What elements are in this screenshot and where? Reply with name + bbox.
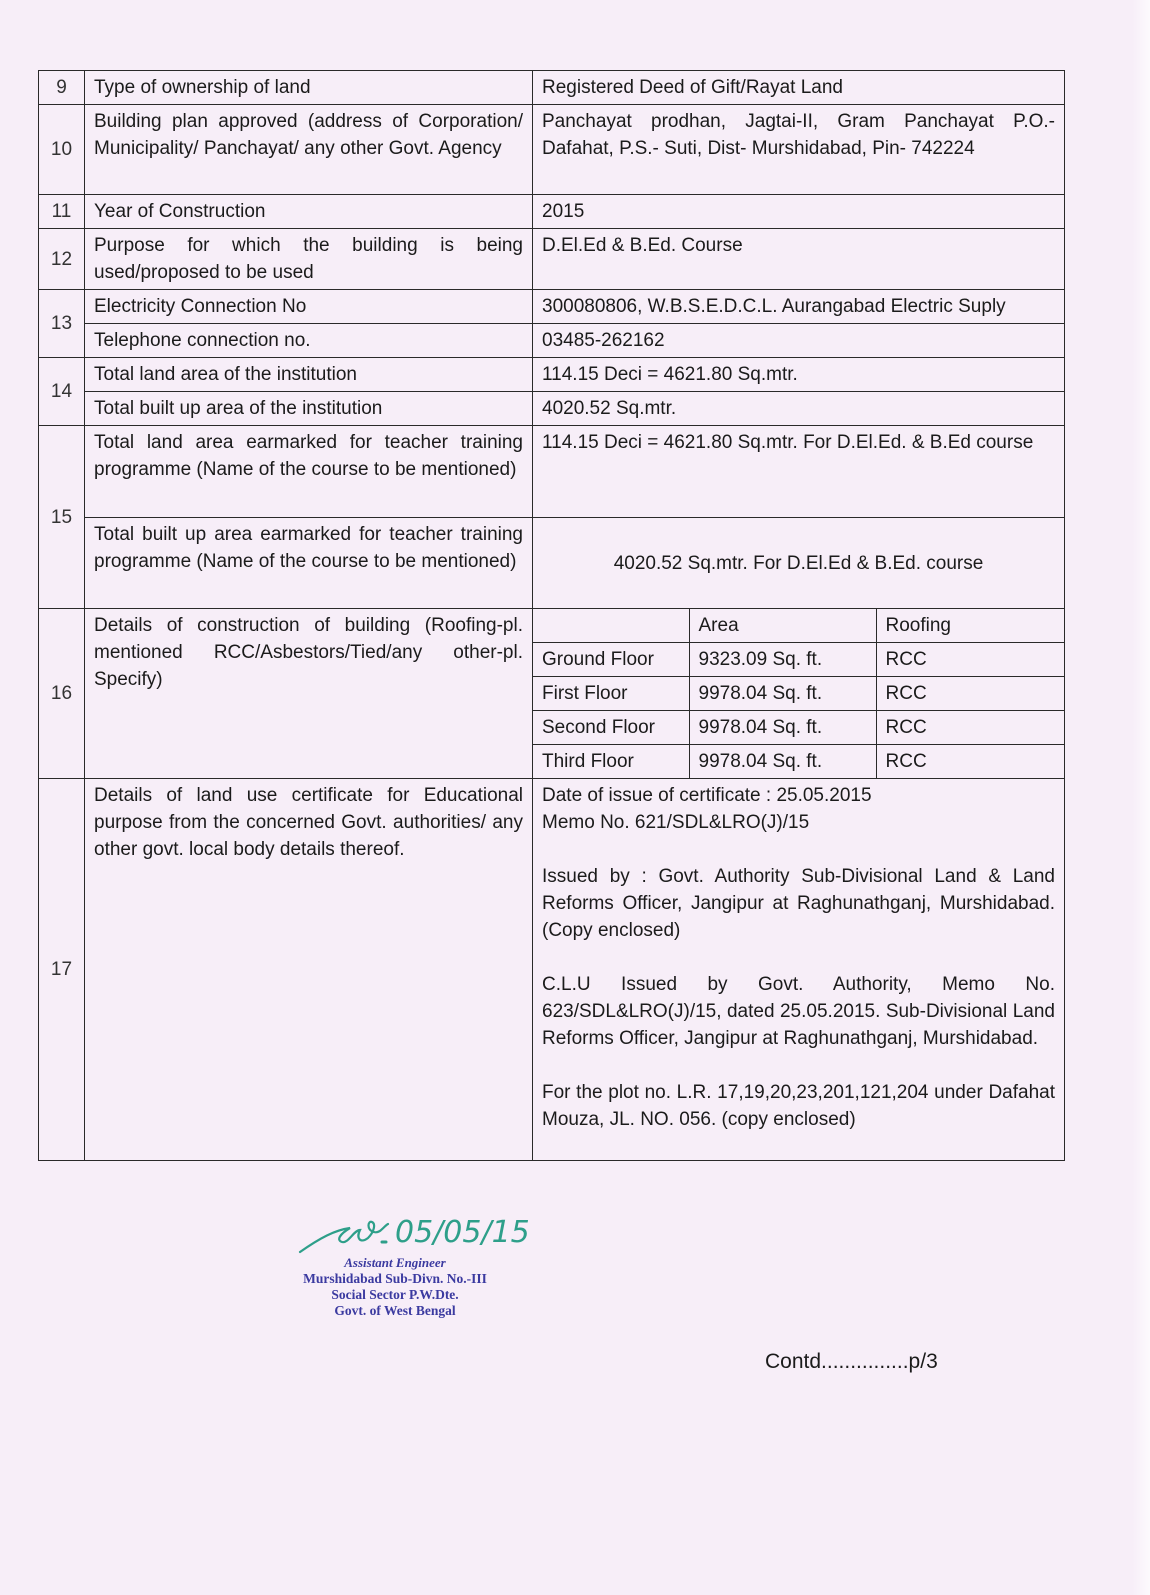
table-row [39, 105, 1065, 195]
table-row [39, 518, 1065, 609]
details-table [38, 70, 1065, 1161]
page-edge-shade [1132, 0, 1150, 1595]
row-label: Details of land use certificate for Educational purpose from the concerned Govt. authorities/ any other govt. local body details thereof. [85, 779, 533, 1161]
certificate-issuer: Issued by : Govt. Authority Sub-Divisional Land & Land Reforms Officer, Jangipur at Raghunathganj, Murshidabad. (Copy enclosed) [542, 866, 1055, 941]
floors-header-row [533, 609, 1065, 643]
row-label: Electricity Connection No [85, 290, 533, 324]
serial-number: 15 [39, 426, 85, 609]
floor-name: Ground Floor [533, 643, 689, 677]
serial-number: 17 [39, 779, 85, 1161]
row-label: Details of construction of building (Roofing-pl. mentioned RCC/Asbestors/Tied/any other-pl. Specify) [85, 609, 533, 779]
serial-number: 10 [39, 105, 85, 195]
certificate-memo: Memo No. 621/SDL&LRO(J)/15 [542, 812, 810, 833]
floor-name: First Floor [533, 677, 689, 711]
floor-roofing: RCC [876, 677, 1065, 711]
table-row [39, 71, 1065, 105]
plot-details: For the plot no. L.R. 17,19,20,23,201,121,204 under Dafahat Mouza, JL. NO. 056. (copy enclosed) [542, 1082, 1055, 1130]
row-value: Panchayat prodhan, Jagtai-II, Gram Panchayat P.O.- Dafahat, P.S.- Suti, Dist- Murshidabad, Pin- 742224 [533, 105, 1065, 195]
floor-roofing: RCC [876, 745, 1065, 779]
stamp-line: Murshidabad Sub-Divn. No.-III [303, 1271, 487, 1286]
row-value: 114.15 Deci = 4621.80 Sq.mtr. For D.El.Ed. & B.Ed course [533, 426, 1065, 518]
floor-roofing: RCC [876, 711, 1065, 745]
table-row [39, 229, 1065, 290]
row-label: Purpose for which the building is being used/proposed to be used [85, 229, 533, 290]
serial-number: 12 [39, 229, 85, 290]
continued-note: Contd...............p/3 [765, 1350, 938, 1373]
certificate-date: Date of issue of certificate : 25.05.2015 [542, 785, 872, 806]
table-row [39, 195, 1065, 229]
row-label: Building plan approved (address of Corporation/ Municipality/ Panchayat/ any other Govt. Agency [85, 105, 533, 195]
floors-table [533, 609, 1065, 778]
floor-row [533, 677, 1065, 711]
clu-details: C.L.U Issued by Govt. Authority, Memo No. 623/SDL&LRO(J)/15, dated 25.05.2015. Sub-Divisional Land Reforms Officer, Jangipur at Raghunathganj, Murshidabad. [542, 974, 1055, 1049]
row-label: Total land area of the institution [85, 358, 533, 392]
row-value: 2015 [533, 195, 1065, 229]
floors-cell [533, 609, 1065, 779]
row-value: D.El.Ed & B.Ed. Course [533, 229, 1065, 290]
floor-row [533, 643, 1065, 677]
floors-header: Roofing [876, 609, 1065, 643]
row-value: 4020.52 Sq.mtr. For D.El.Ed & B.Ed. course [533, 518, 1065, 609]
row-label: Total land area earmarked for teacher training programme (Name of the course to be mentioned) [85, 426, 533, 518]
stamp-line: Social Sector P.W.Dte. [331, 1287, 459, 1302]
floor-name: Second Floor [533, 711, 689, 745]
table-row [39, 358, 1065, 392]
floor-name: Third Floor [533, 745, 689, 779]
official-stamp [265, 1255, 525, 1319]
table-row [39, 609, 1065, 779]
stamp-line: Govt. of West Bengal [334, 1303, 456, 1318]
floor-row [533, 711, 1065, 745]
floors-header [533, 609, 689, 643]
row-label: Type of ownership of land [85, 71, 533, 105]
row-label: Telephone connection no. [85, 324, 533, 358]
serial-number: 14 [39, 358, 85, 426]
row-value: 03485-262162 [533, 324, 1065, 358]
row-label: Total built up area earmarked for teacher training programme (Name of the course to be mentioned) [85, 518, 533, 609]
floor-area: 9978.04 Sq. ft. [689, 677, 876, 711]
serial-number: 13 [39, 290, 85, 358]
row-value: 4020.52 Sq.mtr. [533, 392, 1065, 426]
table-row [39, 779, 1065, 1161]
serial-number: 16 [39, 609, 85, 779]
row-value: 114.15 Deci = 4621.80 Sq.mtr. [533, 358, 1065, 392]
floor-area: 9978.04 Sq. ft. [689, 745, 876, 779]
floor-row [533, 745, 1065, 779]
table-row [39, 392, 1065, 426]
certificate-issue-block [542, 782, 1055, 836]
floor-roofing: RCC [876, 643, 1065, 677]
table-row [39, 324, 1065, 358]
row-value: Registered Deed of Gift/Rayat Land [533, 71, 1065, 105]
floor-area: 9323.09 Sq. ft. [689, 643, 876, 677]
serial-number: 9 [39, 71, 85, 105]
row-label: Year of Construction [85, 195, 533, 229]
table-row [39, 426, 1065, 518]
certificate-details [533, 779, 1065, 1161]
floors-header: Area [689, 609, 876, 643]
stamp-line: Assistant Engineer [344, 1255, 446, 1270]
floor-area: 9978.04 Sq. ft. [689, 711, 876, 745]
serial-number: 11 [39, 195, 85, 229]
row-label: Total built up area of the institution [85, 392, 533, 426]
table-row [39, 290, 1065, 324]
row-value: 300080806, W.B.S.E.D.C.L. Aurangabad Electric Suply [533, 290, 1065, 324]
signature-date: 05/05/15 [395, 1215, 530, 1250]
